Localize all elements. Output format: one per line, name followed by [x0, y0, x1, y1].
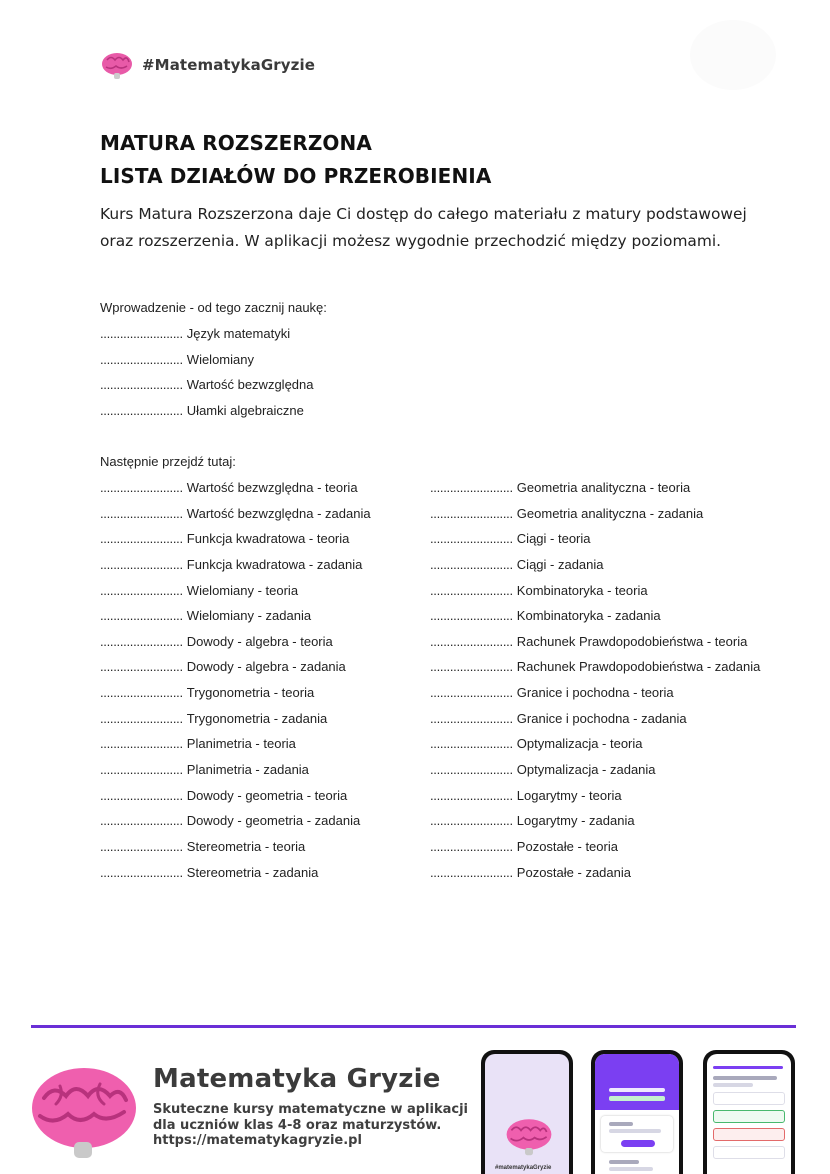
- page-subtitle: LISTA DZIAŁÓW DO PRZEROBIENIA: [100, 164, 492, 188]
- list-item: ......................... Logarytmy - teoria: [430, 787, 622, 803]
- list-item: ......................... Granice i pochodna - teoria: [430, 685, 674, 701]
- list-item: ......................... Geometria analityczna - zadania: [430, 505, 704, 521]
- list-item: ......................... Wartość bezwzględna - teoria: [100, 480, 358, 495]
- list-item: ......................... Kombinatoryka - zadania: [430, 608, 661, 624]
- list-item: ......................... Język matematyki: [100, 326, 291, 341]
- list-item: ......................... Optymalizacja - teoria: [430, 736, 643, 752]
- list-item: ......................... Geometria analityczna - teoria: [430, 480, 691, 495]
- list-item: ......................... Stereometria - zadania: [100, 864, 319, 880]
- brain-illustration-icon: [30, 1062, 138, 1160]
- footer-brand: Matematyka Gryzie: [153, 1064, 441, 1094]
- intro-list: [100, 326, 313, 429]
- list-item: ......................... Dowody - algebra - teoria: [100, 633, 333, 649]
- list-item: ......................... Wartość bezwzględna - zadania: [100, 505, 371, 521]
- list-item: ......................... Rachunek Prawdopodobieństwa - teoria: [430, 633, 748, 649]
- list-item: ......................... Logarytmy - zadania: [430, 813, 635, 829]
- list-item: ......................... Wielomiany - zadania: [100, 608, 312, 624]
- list-item: ......................... Pozostałe - teoria: [430, 838, 618, 854]
- list-item: ......................... Ciągi - teoria: [430, 531, 591, 547]
- fill-dots: .........................: [100, 377, 183, 393]
- list-item: ......................... Dowody - algebra - zadania: [100, 659, 346, 675]
- list-item: ......................... Dowody - geometria - teoria: [100, 787, 348, 803]
- list-item: ......................... Funkcja kwadratowa - teoria: [100, 531, 350, 547]
- footer-divider: [31, 1025, 796, 1028]
- phone-mockup-2: [591, 1050, 683, 1174]
- fill-dots: .........................: [100, 402, 183, 418]
- list-item: ......................... Stereometria - teoria: [100, 838, 306, 854]
- brain-logo-icon: [100, 50, 134, 80]
- list-item: ......................... Trygonometria - zadania: [100, 710, 328, 726]
- phone-screen: [595, 1054, 679, 1174]
- list-item: ......................... Planimetria - teoria: [100, 736, 296, 752]
- intro-paragraph: Kurs Matura Rozszerzona daje Ci dostęp do całego materiału z matury podstawowej oraz rozszerzenia. W aplikacji możesz wygodnie przechodzić między poziomami.: [100, 205, 747, 250]
- list-item: ......................... Wielomiany - teoria: [100, 582, 299, 598]
- list-item: ......................... Optymalizacja - zadania: [430, 762, 656, 778]
- list-item: ......................... Trygonometria - teoria: [100, 685, 315, 701]
- list-item: ......................... Kombinatoryka - teoria: [430, 582, 648, 598]
- list-item: ......................... Ciągi - zadania: [430, 556, 604, 572]
- list-item: ......................... Ułamki algebraiczne: [100, 402, 304, 418]
- list-item: ......................... Rachunek Prawdopodobieństwa - zadania: [430, 659, 761, 675]
- topic-list-left: [100, 480, 371, 890]
- list-item: ......................... Pozostałe - zadania: [430, 864, 631, 880]
- phone-mockup-3: [703, 1050, 795, 1174]
- phone-screen: [485, 1054, 569, 1174]
- section-label-next: Następnie przejdź tutaj:: [100, 454, 236, 469]
- phone-mockup-1: [481, 1050, 573, 1174]
- list-item: ......................... Planimetria - zadania: [100, 762, 309, 778]
- list-item: ......................... Granice i pochodna - zadania: [430, 710, 687, 726]
- footer-url[interactable]: https://matematykagryzie.pl: [153, 1133, 362, 1148]
- list-item: ......................... Wielomiany: [100, 351, 254, 367]
- footer-tagline: Skuteczne kursy matematyczne w aplikacji dla uczniów klas 4-8 oraz maturzystów. https://matematykagryzie.pl: [153, 1102, 469, 1148]
- corner-decoration: [690, 20, 776, 90]
- fill-dots: .........................: [100, 326, 183, 341]
- list-item: ......................... Wartość bezwzględna: [100, 377, 314, 393]
- header-logo: [100, 50, 315, 80]
- header-brand: #MatematykaGryzie: [142, 56, 315, 74]
- section-label-intro: Wprowadzenie - od tego zacznij naukę:: [100, 300, 327, 315]
- phone-brand: #matematykaGryzie: [495, 1165, 552, 1171]
- list-item: ......................... Funkcja kwadratowa - zadania: [100, 556, 363, 572]
- list-item: ......................... Dowody - geometria - zadania: [100, 813, 361, 829]
- phone-screen: [707, 1054, 791, 1174]
- topic-list-right: [430, 480, 760, 890]
- page-title: MATURA ROZSZERZONA: [100, 131, 372, 155]
- fill-dots: .........................: [100, 351, 183, 367]
- brain-phone-icon: [505, 1116, 553, 1156]
